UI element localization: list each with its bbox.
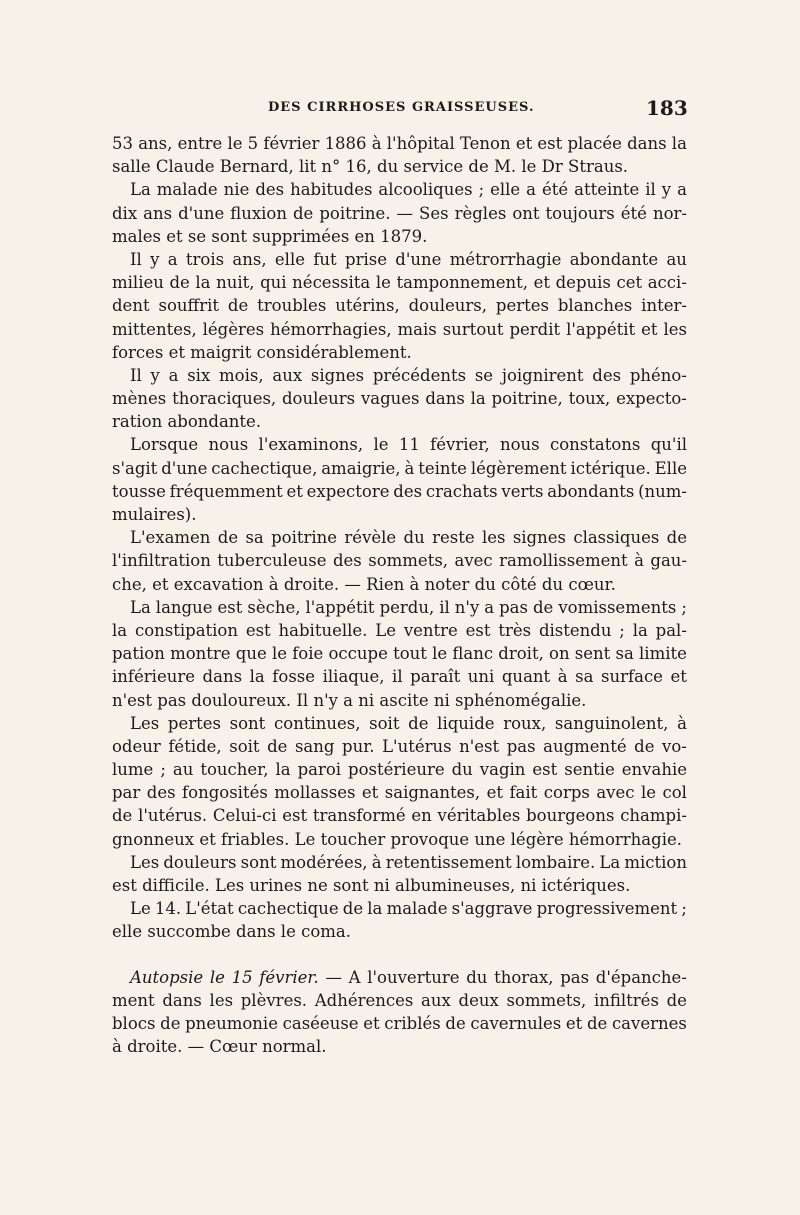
text-line: est difficile. Les urines ne sont ni albumineuses, ni ictériques. — [112, 876, 631, 895]
text-line: inférieure dans la fosse iliaque, il paraît uni quant à sa surface et — [112, 667, 687, 687]
text-line: Il y a six mois, aux signes précédents se joignirent des phéno- — [130, 365, 687, 385]
text-line: Les douleurs sont modérées, à retentissement lombaire. La miction — [130, 852, 687, 872]
text-line: salle Claude Bernard, lit n° 16, du service de M. le Dr Straus. — [112, 157, 629, 177]
text-line: mulaires). — [112, 505, 197, 524]
text-line: males et se sont supprimées en 1879. — [112, 226, 428, 246]
text-line: L'examen de sa poitrine révèle du reste les signes classiques de — [130, 528, 687, 548]
text-line: gnonneux et friables. Le toucher provoque une légère hémorrhagie. — [112, 829, 682, 849]
page-number: 183 — [646, 96, 688, 120]
text-line: la constipation est habituelle. Le ventre est très distendu ; la pal- — [112, 620, 687, 640]
text-line: La langue est sèche, l'appétit perdu, il n'y a pas de vomissements ; — [130, 597, 687, 617]
running-title: DES CIRRHOSES GRAISSEUSES. — [268, 100, 535, 115]
text-line: dix ans d'une fluxion de poitrine. — Ses règles ont toujours été nor- — [112, 203, 687, 223]
text-line: pation montre que le foie occupe tout le flanc droit, on sent sa limite — [112, 644, 687, 664]
text-line: s'agit d'une cachectique, amaigrie, à teinte légèrement ictérique. Elle — [112, 458, 687, 478]
text-line: La malade nie des habitudes alcooliques ; elle a été atteinte il y a — [130, 180, 687, 200]
text-line: blocs de pneumonie caséeuse et criblés de cavernules et de cavernes — [112, 1013, 687, 1033]
body-text — [112, 132, 687, 1058]
text-line: n'est pas douloureux. Il n'y a ni ascite ni sphénomégalie. — [112, 690, 587, 710]
text-line: Autopsie le 15 février. — A l'ouverture du thorax, pas d'épanche- — [130, 967, 687, 987]
text-line: odeur fétide, soit de sang pur. L'utérus n'est pas augmenté de vo- — [112, 736, 687, 756]
text-line: Le 14. L'état cachectique de la malade s'aggrave progressivement ; — [130, 899, 687, 919]
text-line: de l'utérus. Celui-ci est transformé en véritables bourgeons champi- — [112, 806, 687, 826]
text-line: mènes thoraciques, douleurs vagues dans la poitrine, toux, expecto- — [112, 389, 687, 409]
text-line: 53 ans, entre le 5 février 1886 à l'hôpital Tenon et est placée dans la — [112, 134, 687, 153]
text-line: forces et maigrit considérablement. — [112, 342, 412, 362]
text-line: Les pertes sont continues, soit de liquide roux, sanguinolent, à — [130, 713, 687, 733]
text-line: che, et excavation à droite. — Rien à noter du côté du cœur. — [112, 574, 616, 594]
text-line: par des fongosités mollasses et saignantes, et fait corps avec le col — [112, 783, 687, 803]
text-line: milieu de la nuit, qui nécessita le tamponnement, et depuis cet acci- — [112, 273, 687, 293]
text-line: lume ; au toucher, la paroi postérieure du vagin est sentie envahie — [112, 760, 687, 780]
text-line: elle succombe dans le coma. — [112, 922, 351, 942]
text-line: tousse fréquemment et expectore des crachats verts abondants (num- — [112, 481, 687, 501]
text-line: à droite. — Cœur normal. — [112, 1037, 327, 1057]
text-line: Lorsque nous l'examinons, le 11 février, nous constatons qu'il — [130, 435, 687, 455]
text-line: l'infiltration tuberculeuse des sommets, avec ramollissement à gau- — [112, 551, 687, 571]
text-line: ration abondante. — [112, 412, 262, 432]
text-line: Il y a trois ans, elle fut prise d'une métrorrhagie abondante au — [130, 249, 687, 269]
text-line: ment dans les plèvres. Adhérences aux deux sommets, infiltrés de — [112, 990, 687, 1010]
text-line: dent souffrit de troubles utérins, douleurs, pertes blanches inter- — [112, 296, 687, 316]
text-line: mittentes, légères hémorrhagies, mais surtout perdit l'appétit et les — [112, 319, 687, 339]
